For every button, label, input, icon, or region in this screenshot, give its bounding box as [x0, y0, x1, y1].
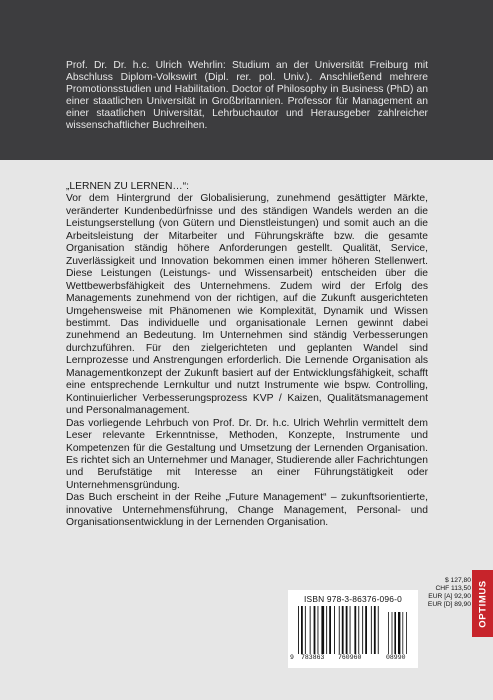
- publisher-badge: [472, 570, 493, 637]
- barcode-addon: 08990: [386, 654, 406, 661]
- isbn-label: ISBN 978-3-86376-096-0: [304, 594, 402, 604]
- blurb-paragraph-1: Vor dem Hintergrund der Globalisierung, zunehmend gesättigter Märkte, veränderter Kundenbedürfnisse und des ständigen Wandels werden an die Leistungserstellung (von Gütern und Dienstleistungen) und somit auch an die Arbeitsleistung der Mitarbeiter und Führungskräfte bzw. die gesamte Organisation ständig höhere Anforderungen gestellt. Qualität, Service, Zuverlässigkeit und Innovation bekommen einen immer höheren Stellenwert. Diese Leistungen (Leistungs- und Wissensarbeit) entscheiden über die Wettbewerbsfähigkeit des Unternehmens. Zudem wird der Erfolg des Managements zunehmend von der richtigen, auf die Zukunft ausgerichteten Umgehensweise mit Phänomenen wie Komplexität, Dynamik und Wissen bestimmt. Das individuelle und organisationale Lernen gewinnt dabei zunehmend an Bedeutung. Im Unternehmen sind ständig Verbesserungen durchzuführen. Für den zielgerichteten und geplanten Wandel sind Lernprozesse und Anstrengungen erforderlich. Die Lernende Organisation als Managementkonzept der Zukunft basiert auf der Entwicklungsfähigkeit, schafft eine entsprechende Lernkultur und nutzt Instrumente wie bspw. Controlling, Kontinuierlicher Verbesserungsprozess KVP / Kaizen, Qualitätsmanagement und Personalmanagement.: [66, 193, 428, 417]
- blurb: [66, 181, 428, 530]
- price-list: [425, 577, 471, 609]
- price-eur-a: EUR [A] 92,90: [428, 593, 471, 601]
- barcode-box: [288, 590, 418, 668]
- barcode-group-1: 783863: [301, 654, 325, 661]
- author-bio: Prof. Dr. Dr. h.c. Ulrich Wehrlin: Studium an der Universität Freiburg mit Abschluss Diplom-Volkswirt (Dipl. rer. pol. Univ.). Anschließend mehrere Promotionsstudien und Habilitation. Doctor of Philosophy in Business (PhD) an einer staatlichen Universität in Großbritannien. Professor für Management an einer staatlichen Universität, Lehrbuchautor und Herausgeber zahlreicher wissenschaftlicher Buchreihen.: [66, 60, 428, 132]
- blurb-paragraph-3: Das Buch erscheint in der Reihe „Future Management“ – zukunftsorientierte, innovative Unternehmensführung, Change Management, Personal- und Organisationsentwicklung in der Lernenden Organisation.: [66, 492, 428, 529]
- publisher-name: OPTIMUS: [477, 579, 488, 628]
- price-usd: $ 127,80: [444, 577, 471, 584]
- blurb-paragraph-2: Das vorliegende Lehrbuch von Prof. Dr. Dr. h.c. Ulrich Wehrlin vermittelt dem Leser relevante Erkenntnisse, Methoden, Konzepte, Instrumente und Kompetenzen für die Gestaltung und Umsetzung der Lernenden Organisation. Es richtet sich an Unternehmer und Manager, Studierende aller Fachrichtungen und Berufstätige mit Interesse an einer Führungstätigkeit oder Unternehmensgründung.: [66, 417, 428, 491]
- barcode-lead-digit: 9: [290, 654, 294, 661]
- barcode-graphic: [296, 606, 410, 654]
- barcode-group-2: 760960: [338, 654, 362, 661]
- price-chf: CHF 113,50: [435, 585, 471, 593]
- author-band: [0, 0, 493, 160]
- blurb-heading: „LERNEN ZU LERNEN…“:: [66, 181, 190, 192]
- price-eur-d: EUR [D] 89,90: [427, 601, 471, 609]
